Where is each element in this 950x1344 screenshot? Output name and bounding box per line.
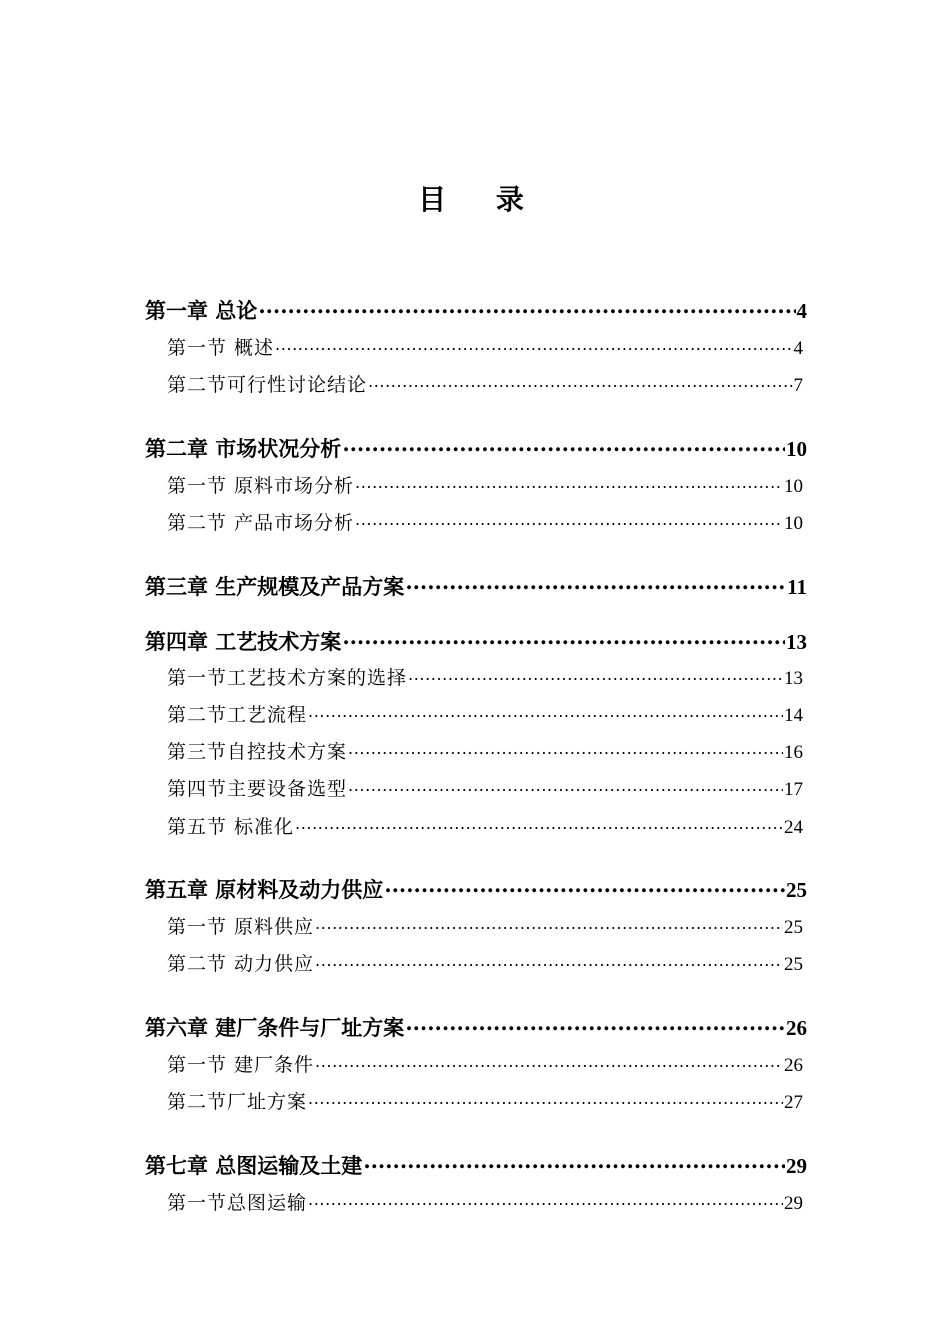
toc-page-number: 10: [786, 437, 807, 461]
toc-dot-leader: [308, 1089, 783, 1108]
toc-section-entry[interactable]: [167, 333, 803, 361]
toc-page-number: 26: [784, 1055, 803, 1076]
toc-section-entry[interactable]: [167, 1050, 803, 1078]
toc-entry-label: 第五节 标准化: [167, 816, 295, 838]
toc-entry-label: 第一节总图运输: [167, 1192, 308, 1214]
toc-dot-leader: [405, 1014, 785, 1035]
toc-entry-label: 第一节工艺技术方案的选择: [167, 667, 408, 689]
toc-page-number: 27: [784, 1092, 803, 1113]
toc-page-number: 13: [786, 630, 807, 654]
toc-section-entry[interactable]: [167, 508, 803, 536]
toc-page-number: 10: [784, 513, 803, 534]
toc-dot-leader: [348, 776, 783, 795]
toc-entry-label: 第三节自控技术方案: [167, 741, 348, 763]
toc-chapter-entry[interactable]: [145, 295, 807, 325]
toc-dot-leader: [295, 814, 783, 833]
toc-page-number: 25: [786, 878, 807, 902]
toc-entry-label: 第一节 概述: [167, 337, 275, 359]
toc-dot-leader: [363, 1152, 785, 1173]
toc-entry-label: 第一节 原料供应: [167, 916, 315, 938]
toc-page-number: 25: [784, 917, 803, 938]
toc-dot-leader: [315, 1052, 783, 1071]
toc-page-number: 16: [784, 742, 803, 763]
toc-section-entry[interactable]: [167, 370, 803, 398]
toc-dot-leader: [342, 628, 785, 649]
toc-chapter-entry[interactable]: [145, 1150, 807, 1180]
toc-section-entry[interactable]: [167, 812, 803, 840]
toc-dot-leader: [348, 739, 783, 758]
toc-dot-leader: [342, 435, 785, 456]
toc-dot-leader: [308, 1190, 783, 1209]
toc-entry-label: 第五章 原材料及动力供应: [145, 877, 384, 902]
toc-entry-label: 第二节可行性讨论结论: [167, 374, 368, 396]
toc-section-entry[interactable]: [167, 1087, 803, 1115]
toc-dot-leader: [405, 573, 786, 594]
toc-entry-label: 第一节 原料市场分析: [167, 475, 355, 497]
toc-dot-leader: [275, 335, 792, 354]
toc-dot-leader: [258, 297, 795, 318]
toc-page-number: 4: [793, 338, 803, 359]
toc-chapter-entry[interactable]: [145, 874, 807, 904]
toc-entry-label: 第七章 总图运输及土建: [145, 1153, 363, 1178]
toc-dot-leader: [384, 876, 785, 897]
toc-entry-label: 第四节主要设备选型: [167, 778, 348, 800]
toc-chapter-entry[interactable]: [145, 571, 807, 601]
toc-section-entry[interactable]: [167, 949, 803, 977]
toc-page-number: 26: [786, 1016, 807, 1040]
toc-page-number: 13: [784, 668, 803, 689]
toc-section-entry[interactable]: [167, 737, 803, 765]
toc-dot-leader: [355, 510, 783, 529]
toc-page-number: 11: [787, 575, 807, 599]
toc-page-number: 17: [784, 779, 803, 800]
toc-page-number: 29: [786, 1154, 807, 1178]
toc-section-entry[interactable]: [167, 912, 803, 940]
toc-dot-leader: [408, 665, 783, 684]
toc-section-entry[interactable]: [167, 1188, 803, 1216]
toc-section-entry[interactable]: [167, 663, 803, 691]
toc-entry-label: 第一节 建厂条件: [167, 1054, 315, 1076]
toc-section-entry[interactable]: [167, 774, 803, 802]
toc-entry-label: 第四章 工艺技术方案: [145, 629, 342, 654]
toc-page-number: 4: [796, 299, 807, 323]
toc-page-number: 7: [793, 375, 803, 396]
toc-page-number: 29: [784, 1193, 803, 1214]
toc-page-number: 25: [784, 954, 803, 975]
toc-dot-leader: [368, 372, 792, 391]
toc-dot-leader: [308, 702, 783, 721]
toc-entry-label: 第六章 建厂条件与厂址方案: [145, 1015, 405, 1040]
toc-entry-label: 第三章 生产规模及产品方案: [145, 574, 405, 599]
toc-dot-leader: [315, 951, 783, 970]
toc-page-number: 10: [784, 476, 803, 497]
toc-entry-label: 第二节 产品市场分析: [167, 512, 355, 534]
toc-chapter-entry[interactable]: [145, 1012, 807, 1042]
toc-chapter-entry[interactable]: [145, 626, 807, 656]
toc-dot-leader: [315, 914, 783, 933]
toc-dot-leader: [355, 473, 783, 492]
toc-entry-label: 第二节 动力供应: [167, 953, 315, 975]
toc-entry-label: 第二节工艺流程: [167, 704, 308, 726]
toc-section-entry[interactable]: [167, 700, 803, 728]
toc-section-entry[interactable]: [167, 471, 803, 499]
toc-page-number: 14: [784, 705, 803, 726]
toc-entry-label: 第一章 总论: [145, 298, 258, 323]
toc-chapter-entry[interactable]: [145, 433, 807, 463]
toc-title: 目 录: [418, 183, 544, 216]
toc-entry-label: 第二节厂址方案: [167, 1091, 308, 1113]
toc-entry-label: 第二章 市场状况分析: [145, 436, 342, 461]
toc-page-number: 24: [784, 817, 803, 838]
